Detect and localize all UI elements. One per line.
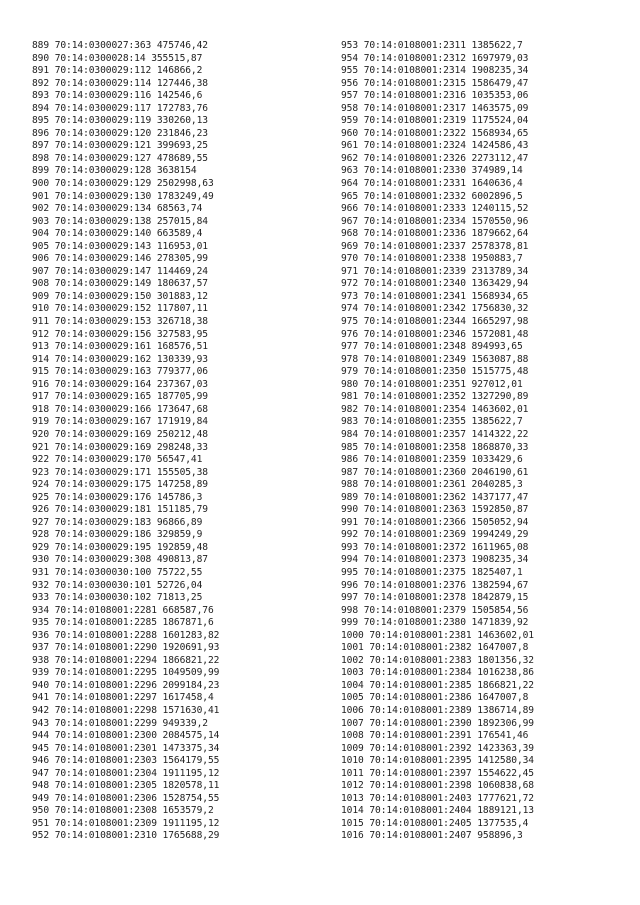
list-item: 909 70:14:0300029:150 301883,12 xyxy=(32,290,208,302)
right-column xyxy=(341,40,631,843)
list-item: 891 70:14:0300029:112 146866,2 xyxy=(32,65,203,77)
list-item: 1009 70:14:0108001:2392 1423363,39 xyxy=(341,742,534,754)
list-item: 921 70:14:0300029:169 298248,33 xyxy=(32,441,208,453)
list-item: 979 70:14:0108001:2350 1515775,48 xyxy=(341,366,529,378)
list-item: 975 70:14:0108001:2344 1665297,98 xyxy=(341,316,529,328)
list-item: 996 70:14:0108001:2376 1382594,67 xyxy=(341,579,529,591)
list-item: 908 70:14:0300029:149 180637,57 xyxy=(32,278,208,290)
list-item: 928 70:14:0300029:186 329859,9 xyxy=(32,529,203,541)
list-item: 978 70:14:0108001:2349 1563087,88 xyxy=(341,353,529,365)
list-item: 929 70:14:0300029:195 192859,48 xyxy=(32,541,208,553)
list-item: 895 70:14:0300029:119 330260,13 xyxy=(32,115,208,127)
list-item: 1008 70:14:0108001:2391 176541,46 xyxy=(341,730,529,742)
list-item: 962 70:14:0108001:2326 2273112,47 xyxy=(341,152,529,164)
list-item: 1002 70:14:0108001:2383 1801356,32 xyxy=(341,654,534,666)
list-item: 974 70:14:0108001:2342 1756830,32 xyxy=(341,303,529,315)
list-item: 1007 70:14:0108001:2390 1892306,99 xyxy=(341,717,534,729)
list-item: 994 70:14:0108001:2373 1908235,34 xyxy=(341,554,529,566)
list-item: 963 70:14:0108001:2330 374989,14 xyxy=(341,165,523,177)
list-item: 905 70:14:0300029:143 116953,01 xyxy=(32,240,208,252)
list-item: 991 70:14:0108001:2366 1505052,94 xyxy=(341,516,529,528)
list-item: 894 70:14:0300029:117 172783,76 xyxy=(32,102,208,114)
list-item: 897 70:14:0300029:121 399693,25 xyxy=(32,140,208,152)
list-item: 934 70:14:0108001:2281 668587,76 xyxy=(32,604,214,616)
list-item: 964 70:14:0108001:2331 1640636,4 xyxy=(341,178,523,190)
list-item: 966 70:14:0108001:2333 1240115,52 xyxy=(341,203,529,215)
list-item: 957 70:14:0108001:2316 1035353,06 xyxy=(341,90,529,102)
list-item: 942 70:14:0108001:2298 1571630,41 xyxy=(32,704,220,716)
list-item: 1005 70:14:0108001:2386 1647007,8 xyxy=(341,692,529,704)
list-item: 923 70:14:0300029:171 155505,38 xyxy=(32,466,208,478)
list-item: 945 70:14:0108001:2301 1473375,34 xyxy=(32,742,220,754)
list-item: 946 70:14:0108001:2303 1564179,55 xyxy=(32,755,220,767)
list-item: 918 70:14:0300029:166 173647,68 xyxy=(32,403,208,415)
list-item: 939 70:14:0108001:2295 1049509,99 xyxy=(32,667,220,679)
list-item: 981 70:14:0108001:2352 1327290,89 xyxy=(341,391,529,403)
list-item: 954 70:14:0108001:2312 1697979,03 xyxy=(341,52,529,64)
list-item: 925 70:14:0300029:176 145786,3 xyxy=(32,491,203,503)
list-item: 999 70:14:0108001:2380 1471839,92 xyxy=(341,617,529,629)
list-item: 913 70:14:0300029:161 168576,51 xyxy=(32,341,208,353)
list-item: 922 70:14:0300029:170 56547,41 xyxy=(32,454,203,466)
list-item: 984 70:14:0108001:2357 1414322,22 xyxy=(341,428,529,440)
list-item: 932 70:14:0300030:101 52726,04 xyxy=(32,579,203,591)
list-item: 1001 70:14:0108001:2382 1647007,8 xyxy=(341,642,529,654)
list-item: 889 70:14:0300027:363 475746,42 xyxy=(32,40,208,51)
list-item: 948 70:14:0108001:2305 1820578,11 xyxy=(32,780,220,792)
list-item: 914 70:14:0300029:162 130339,93 xyxy=(32,353,208,365)
list-item: 950 70:14:0108001:2308 1653579,2 xyxy=(32,805,214,817)
list-item: 900 70:14:0300029:129 2502998,63 xyxy=(32,178,214,190)
list-item: 912 70:14:0300029:156 327583,95 xyxy=(32,328,208,340)
left-column xyxy=(32,40,332,843)
list-item: 904 70:14:0300029:140 663589,4 xyxy=(32,228,203,240)
list-item: 1015 70:14:0108001:2405 1377535,4 xyxy=(341,817,529,829)
list-item: 890 70:14:0300028:14 355515,87 xyxy=(32,52,203,64)
list-item: 938 70:14:0108001:2294 1866821,22 xyxy=(32,654,220,666)
list-item: 937 70:14:0108001:2290 1920691,93 xyxy=(32,642,220,654)
list-item: 931 70:14:0300030:100 75722,55 xyxy=(32,566,203,578)
list-item: 920 70:14:0300029:169 250212,48 xyxy=(32,428,208,440)
list-item: 972 70:14:0108001:2340 1363429,94 xyxy=(341,278,529,290)
list-item: 941 70:14:0108001:2297 1617458,4 xyxy=(32,692,214,704)
list-item: 930 70:14:0300029:308 490813,87 xyxy=(32,554,208,566)
list-item: 973 70:14:0108001:2341 1568934,65 xyxy=(341,290,529,302)
list-item: 960 70:14:0108001:2322 1568934,65 xyxy=(341,127,529,139)
list-item: 916 70:14:0300029:164 237367,03 xyxy=(32,378,208,390)
list-item: 907 70:14:0300029:147 114469,24 xyxy=(32,265,208,277)
list-item: 1013 70:14:0108001:2403 1777621,72 xyxy=(341,792,534,804)
list-item: 969 70:14:0108001:2337 2578378,81 xyxy=(341,240,529,252)
list-item: 1000 70:14:0108001:2381 1463602,01 xyxy=(341,629,534,641)
list-item: 968 70:14:0108001:2336 1879662,64 xyxy=(341,228,529,240)
list-item: 926 70:14:0300029:181 151185,79 xyxy=(32,504,208,516)
list-item: 935 70:14:0108001:2285 1867871,6 xyxy=(32,617,214,629)
list-item: 947 70:14:0108001:2304 1911195,12 xyxy=(32,767,220,779)
list-item: 977 70:14:0108001:2348 894993,65 xyxy=(341,341,523,353)
list-item: 989 70:14:0108001:2362 1437177,47 xyxy=(341,491,529,503)
list-item: 906 70:14:0300029:146 278305,99 xyxy=(32,253,208,265)
list-item: 986 70:14:0108001:2359 1033429,6 xyxy=(341,454,523,466)
list-item: 983 70:14:0108001:2355 1385622,7 xyxy=(341,416,523,428)
list-item: 933 70:14:0300030:102 71813,25 xyxy=(32,592,203,604)
list-item: 1016 70:14:0108001:2407 958896,3 xyxy=(341,830,523,842)
list-item: 958 70:14:0108001:2317 1463575,09 xyxy=(341,102,529,114)
list-item: 1011 70:14:0108001:2397 1554622,45 xyxy=(341,767,534,779)
list-item: 955 70:14:0108001:2314 1908235,34 xyxy=(341,65,529,77)
list-item: 988 70:14:0108001:2361 2040285,3 xyxy=(341,479,523,491)
list-item: 896 70:14:0300029:120 231846,23 xyxy=(32,127,208,139)
list-item: 1006 70:14:0108001:2389 1386714,89 xyxy=(341,704,534,716)
list-item: 949 70:14:0108001:2306 1528754,55 xyxy=(32,792,220,804)
list-item: 924 70:14:0300029:175 147258,89 xyxy=(32,479,208,491)
list-item: 992 70:14:0108001:2369 1994249,29 xyxy=(341,529,529,541)
list-item: 990 70:14:0108001:2363 1592850,87 xyxy=(341,504,529,516)
list-item: 995 70:14:0108001:2375 1825407,1 xyxy=(341,566,523,578)
list-item: 910 70:14:0300029:152 117807,11 xyxy=(32,303,208,315)
list-item: 898 70:14:0300029:127 478689,55 xyxy=(32,152,208,164)
list-item: 951 70:14:0108001:2309 1911195,12 xyxy=(32,817,220,829)
list-item: 956 70:14:0108001:2315 1586479,47 xyxy=(341,77,529,89)
list-item: 993 70:14:0108001:2372 1611965,08 xyxy=(341,541,529,553)
list-item: 899 70:14:0300029:128 3638154 xyxy=(32,165,197,177)
list-item: 893 70:14:0300029:116 142546,6 xyxy=(32,90,203,102)
list-item: 892 70:14:0300029:114 127446,38 xyxy=(32,77,208,89)
list-item: 987 70:14:0108001:2360 2046190,61 xyxy=(341,466,529,478)
list-item: 901 70:14:0300029:130 1783249,49 xyxy=(32,190,214,202)
list-item: 915 70:14:0300029:163 779377,06 xyxy=(32,366,208,378)
list-item: 967 70:14:0108001:2334 1570550,96 xyxy=(341,215,529,227)
list-item: 970 70:14:0108001:2338 1950883,7 xyxy=(341,253,523,265)
list-item: 997 70:14:0108001:2378 1842879,15 xyxy=(341,592,529,604)
list-item: 976 70:14:0108001:2346 1572081,48 xyxy=(341,328,529,340)
list-item: 1014 70:14:0108001:2404 1889121,13 xyxy=(341,805,534,817)
list-item: 902 70:14:0300029:134 68563,74 xyxy=(32,203,203,215)
list-item: 952 70:14:0108001:2310 1765688,29 xyxy=(32,830,220,842)
list-item: 998 70:14:0108001:2379 1505854,56 xyxy=(341,604,529,616)
list-item: 919 70:14:0300029:167 171919,84 xyxy=(32,416,208,428)
list-item: 1004 70:14:0108001:2385 1866821,22 xyxy=(341,679,534,691)
list-item: 971 70:14:0108001:2339 2313789,34 xyxy=(341,265,529,277)
list-item: 959 70:14:0108001:2319 1175524,04 xyxy=(341,115,529,127)
list-item: 982 70:14:0108001:2354 1463602,01 xyxy=(341,403,529,415)
list-item: 1003 70:14:0108001:2384 1016238,86 xyxy=(341,667,534,679)
list-item: 917 70:14:0300029:165 187705,99 xyxy=(32,391,208,403)
list-item: 1012 70:14:0108001:2398 1060838,68 xyxy=(341,780,534,792)
list-item: 936 70:14:0108001:2288 1601283,82 xyxy=(32,629,220,641)
list-item: 953 70:14:0108001:2311 1385622,7 xyxy=(341,40,523,51)
list-item: 911 70:14:0300029:153 326718,38 xyxy=(32,316,208,328)
list-item: 940 70:14:0108001:2296 2099184,23 xyxy=(32,679,220,691)
list-item: 961 70:14:0108001:2324 1424586,43 xyxy=(341,140,529,152)
list-item: 985 70:14:0108001:2358 1868870,33 xyxy=(341,441,529,453)
list-item: 965 70:14:0108001:2332 6002896,5 xyxy=(341,190,523,202)
list-item: 944 70:14:0108001:2300 2084575,14 xyxy=(32,730,220,742)
list-item: 1010 70:14:0108001:2395 1412580,34 xyxy=(341,755,534,767)
list-item: 903 70:14:0300029:138 257015,84 xyxy=(32,215,208,227)
list-item: 943 70:14:0108001:2299 949339,2 xyxy=(32,717,208,729)
list-item: 980 70:14:0108001:2351 927012,01 xyxy=(341,378,523,390)
list-item: 927 70:14:0300029:183 96866,89 xyxy=(32,516,203,528)
